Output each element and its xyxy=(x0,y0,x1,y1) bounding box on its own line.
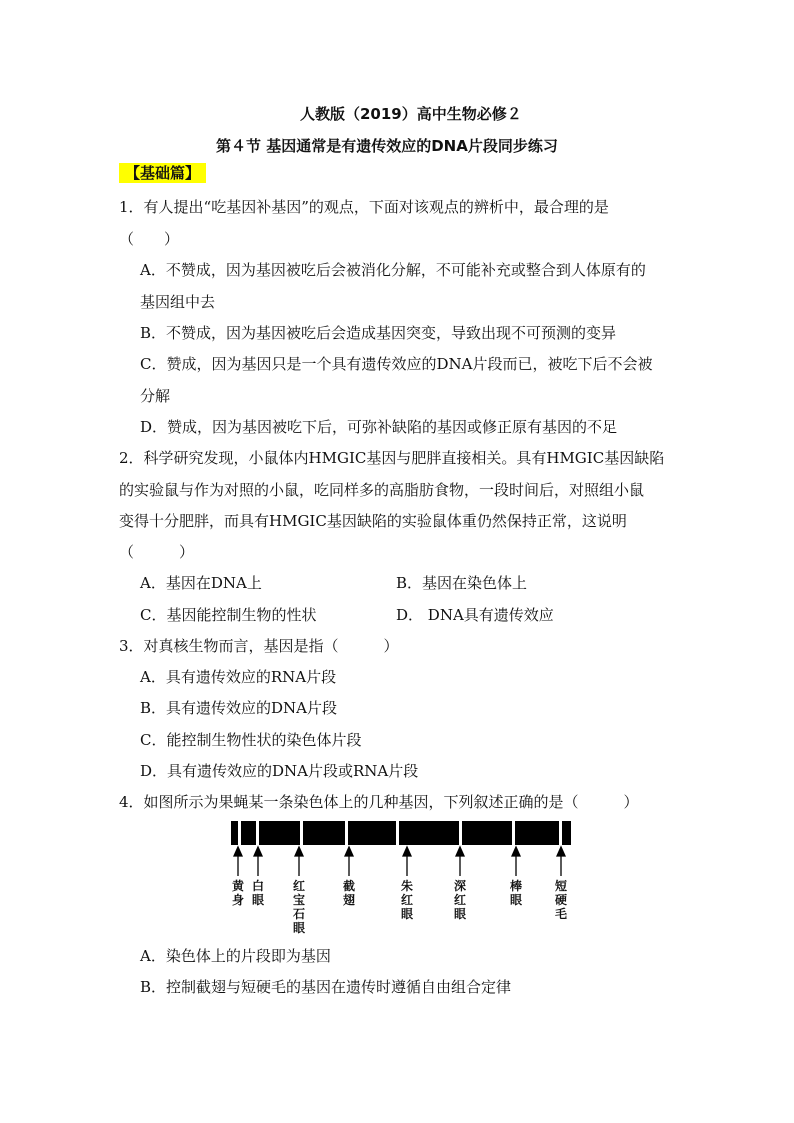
chromosome-band xyxy=(515,821,559,845)
q1-answer-paren: （ ） xyxy=(119,230,180,248)
gene-label-short-bristle: 短硬毛 xyxy=(554,879,567,921)
q1-option-d: D．赞成，因为基因被吃下后，可弥补缺陷的基因或修正原有基因的不足 xyxy=(140,418,618,436)
q3-option-a: A．具有遗传效应的RNA片段 xyxy=(140,668,337,686)
gene-label-ruby-eye: 红宝石眼 xyxy=(292,879,305,935)
gene-label-vermilion-eye: 朱红眼 xyxy=(400,879,413,921)
gene-label-yellow-body: 黄身 xyxy=(231,879,244,907)
gene-arrow xyxy=(234,847,242,876)
gene-arrow xyxy=(403,847,411,876)
chromosome-band xyxy=(259,821,300,845)
q1-option-a-cont: 基因组中去 xyxy=(140,293,216,311)
q4-option-b: B．控制截翅与短硬毛的基因在遗传时遵循自由组合定律 xyxy=(140,978,512,996)
chromosome-band xyxy=(231,821,238,845)
chromosome-band xyxy=(241,821,256,845)
page-title: 人教版（2019）高中生物必修２ xyxy=(300,105,522,123)
q2-stem-line2: 的实验鼠与作为对照的小鼠，吃同样多的高脂肪食物，一段时间后，对照组小鼠 xyxy=(119,481,645,499)
q4-stem: 4．如图所示为果蝇某一条染色体上的几种基因，下列叙述正确的是（ ） xyxy=(119,793,639,811)
page-subtitle: 第４节 基因通常是有遗传效应的DNA片段同步练习 xyxy=(216,137,558,155)
chromosome-band xyxy=(399,821,459,845)
chromosome-band xyxy=(462,821,512,845)
q1-option-c-cont: 分解 xyxy=(140,387,171,405)
q3-option-b: B．具有遗传效应的DNA片段 xyxy=(140,699,338,717)
gene-arrow xyxy=(254,847,262,876)
q1-stem: 1．有人提出“吃基因补基因”的观点，下面对该观点的辨析中，最合理的是 xyxy=(119,198,609,216)
chromosome-band xyxy=(562,821,571,845)
q2-answer-paren: （ ） xyxy=(119,543,195,561)
q3-option-d: D．具有遗传效应的DNA片段或RNA片段 xyxy=(140,762,419,780)
q2-stem-line3: 变得十分肥胖，而具有HMGIC基因缺陷的实验鼠体重仍然保持正常，这说明 xyxy=(119,512,627,530)
q3-option-c: C．能控制生物性状的染色体片段 xyxy=(140,731,362,749)
q2-stem-line1: 2．科学研究发现，小鼠体内HMGIC基因与肥胖直接相关。具有HMGIC基因缺陷 xyxy=(119,449,665,467)
gene-label-cut-wing: 截翅 xyxy=(342,879,355,907)
section-badge: 【基础篇】 xyxy=(119,163,206,183)
gene-arrow xyxy=(345,847,353,876)
gene-label-bar-eye: 棒眼 xyxy=(509,879,522,907)
q2-option-d: D． DNA具有遗传效应 xyxy=(396,606,554,624)
gene-label-deep-red-eye: 深红眼 xyxy=(453,879,466,921)
gene-arrow xyxy=(456,847,464,876)
gene-label-white-eye: 白眼 xyxy=(251,879,264,907)
q2-option-a: A．基因在DNA上 xyxy=(140,574,262,592)
q2-option-b: B．基因在染色体上 xyxy=(396,574,528,592)
q3-stem: 3．对真核生物而言，基因是指（ ） xyxy=(119,637,399,655)
gene-arrow xyxy=(557,847,565,876)
gene-arrow xyxy=(295,847,303,876)
chromosome-band xyxy=(348,821,396,845)
q2-option-c: C．基因能控制生物的性状 xyxy=(140,606,317,624)
q1-option-a: A．不赞成，因为基因被吃后会被消化分解，不可能补充或整合到人体原有的 xyxy=(140,261,646,279)
chromosome-band xyxy=(303,821,345,845)
q1-option-b: B．不赞成，因为基因被吃后会造成基因突变，导致出现不可预测的变异 xyxy=(140,324,617,342)
q1-option-c: C．赞成，因为基因只是一个具有遗传效应的DNA片段而已，被吃下后不会被 xyxy=(140,355,653,373)
gene-arrow xyxy=(512,847,520,876)
q4-option-a: A．染色体上的片段即为基因 xyxy=(140,947,331,965)
